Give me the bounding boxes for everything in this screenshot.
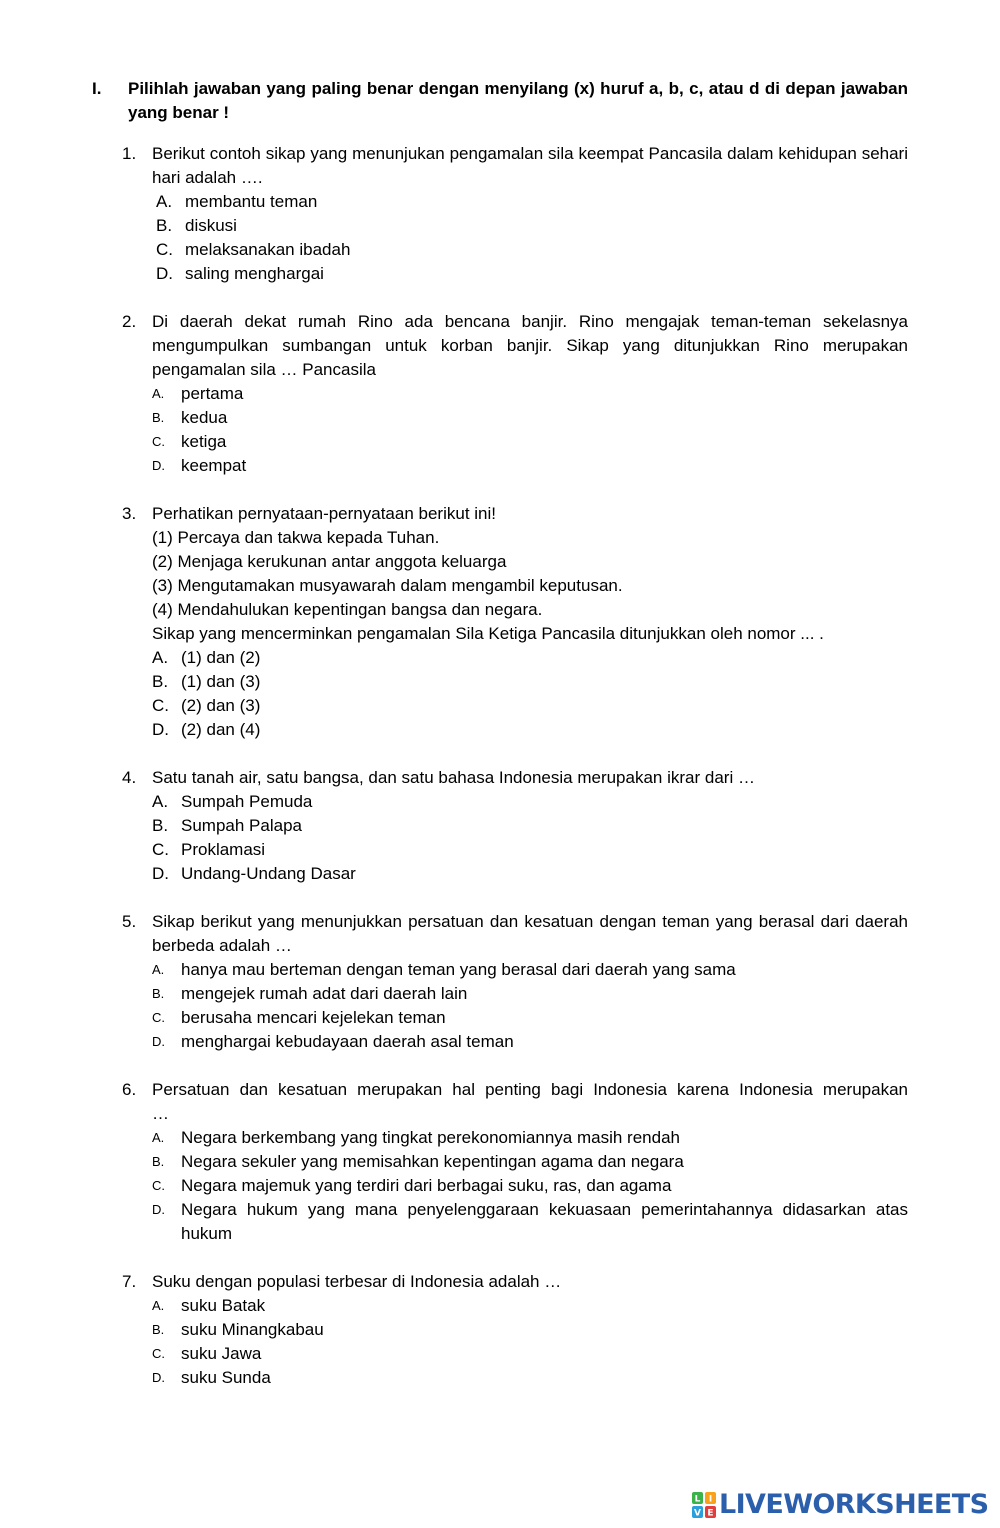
question-text-continued: … xyxy=(152,1104,169,1123)
option-d[interactable] xyxy=(122,1030,908,1054)
option-letter: D. xyxy=(152,1034,165,1049)
option-letter: A. xyxy=(152,648,169,667)
option-b[interactable] xyxy=(122,670,908,694)
statement-3: (3) Mengutamakan musyawarah dalam mengambil keputusan. xyxy=(152,576,623,595)
option-letter: C. xyxy=(152,1178,165,1193)
option-b[interactable] xyxy=(122,214,908,238)
option-letter: D. xyxy=(152,1202,165,1217)
option-letter: C. xyxy=(152,434,165,449)
option-letter: C. xyxy=(152,696,169,715)
option-letter: B. xyxy=(152,410,165,425)
question-2 xyxy=(122,310,908,478)
option-text: melaksanakan ibadah xyxy=(185,240,351,259)
option-list xyxy=(122,790,908,886)
option-letter: D. xyxy=(152,720,169,739)
question-number: 7. xyxy=(122,1272,137,1291)
option-letter: B. xyxy=(152,816,169,835)
option-text: saling menghargai xyxy=(185,264,324,283)
statement-4: (4) Mendahulukan kepentingan bangsa dan negara. xyxy=(152,600,543,619)
option-letter: C. xyxy=(156,240,173,259)
statement-2: (2) Menjaga kerukunan antar anggota keluarga xyxy=(152,552,507,571)
option-a[interactable] xyxy=(122,790,908,814)
question-text: Perhatikan pernyataan-pernyataan berikut ini! xyxy=(152,504,496,523)
option-a[interactable] xyxy=(122,958,908,982)
option-c[interactable] xyxy=(122,1174,908,1198)
option-letter: D. xyxy=(152,1370,165,1385)
statement-1: (1) Percaya dan takwa kepada Tuhan. xyxy=(152,528,440,547)
option-letter: C. xyxy=(152,1010,165,1025)
option-text: (1) dan (3) xyxy=(181,672,261,691)
option-letter: B. xyxy=(156,216,173,235)
question-number: 4. xyxy=(122,768,137,787)
option-a[interactable] xyxy=(122,1126,908,1150)
question-text: Berikut contoh sikap yang menunjukan pengamalan sila keempat Pancasila dalam kehidupan sehari hari adalah …. xyxy=(152,144,908,187)
question-number: 3. xyxy=(122,504,137,523)
section-heading xyxy=(92,77,908,125)
option-b[interactable] xyxy=(122,982,908,1006)
question-text: Sikap berikut yang menunjukkan persatuan dan kesatuan dengan teman yang berasal dari daerah berbeda adalah … xyxy=(152,912,908,955)
question-3 xyxy=(122,502,908,742)
option-text: keempat xyxy=(181,456,247,475)
option-letter: C. xyxy=(152,840,169,859)
question-number: 5. xyxy=(122,912,137,931)
option-text: Negara berkembang yang tingkat perekonomiannya masih rendah xyxy=(181,1128,680,1147)
question-text: Persatuan dan kesatuan merupakan hal penting bagi Indonesia karena Indonesia merupakan xyxy=(152,1080,908,1099)
option-a[interactable] xyxy=(122,646,908,670)
option-letter: A. xyxy=(152,386,165,401)
option-b[interactable] xyxy=(122,814,908,838)
option-c[interactable] xyxy=(122,430,908,454)
question-number: 1. xyxy=(122,144,137,163)
option-text: Negara hukum yang mana penyelenggaraan kekuasaan pemerintahannya didasarkan atas hukum xyxy=(181,1200,908,1243)
option-d[interactable] xyxy=(122,862,908,886)
option-text: suku Batak xyxy=(181,1296,266,1315)
option-letter: A. xyxy=(152,962,165,977)
option-text: Sumpah Palapa xyxy=(181,816,302,835)
logo-tile-letter-v: V xyxy=(694,1508,701,1518)
logo-tile-letter-i: I xyxy=(708,1494,713,1505)
option-c[interactable] xyxy=(122,1006,908,1030)
option-a[interactable] xyxy=(122,382,908,406)
option-b[interactable] xyxy=(122,1150,908,1174)
section-number: I. xyxy=(92,79,102,98)
question-6 xyxy=(122,1078,908,1246)
logo-tile-letter-e: E xyxy=(707,1508,714,1518)
option-text: berusaha mencari kejelekan teman xyxy=(181,1008,446,1027)
option-text: Undang-Undang Dasar xyxy=(181,864,356,883)
option-text: (2) dan (4) xyxy=(181,720,261,739)
question-prompt: Sikap yang mencerminkan pengamalan Sila Ketiga Pancasila ditunjukkan oleh nomor ... . xyxy=(152,624,824,643)
option-letter: A. xyxy=(156,192,173,211)
option-b[interactable] xyxy=(122,406,908,430)
option-text: diskusi xyxy=(185,216,237,235)
question-5 xyxy=(122,910,908,1054)
option-letter: B. xyxy=(152,672,169,691)
option-list xyxy=(122,190,908,286)
option-text: pertama xyxy=(181,384,244,403)
option-text: menghargai kebudayaan daerah asal teman xyxy=(181,1032,514,1051)
question-4 xyxy=(122,766,908,886)
option-c[interactable] xyxy=(122,1342,908,1366)
option-b[interactable] xyxy=(122,1318,908,1342)
question-7 xyxy=(122,1270,908,1390)
question-number: 6. xyxy=(122,1080,137,1099)
liveworksheets-logo[interactable] xyxy=(692,1489,992,1521)
option-d[interactable] xyxy=(122,1198,908,1246)
option-letter: A. xyxy=(152,1130,165,1145)
option-list xyxy=(122,1126,908,1246)
option-d[interactable] xyxy=(122,262,908,286)
option-c[interactable] xyxy=(122,838,908,862)
option-c[interactable] xyxy=(122,238,908,262)
option-list xyxy=(122,958,908,1054)
option-d[interactable] xyxy=(122,718,908,742)
option-letter: D. xyxy=(152,864,169,883)
option-text: (1) dan (2) xyxy=(181,648,261,667)
option-c[interactable] xyxy=(122,694,908,718)
question-1 xyxy=(122,142,908,286)
option-letter: C. xyxy=(152,1346,165,1361)
option-text: Sumpah Pemuda xyxy=(181,792,313,811)
option-text: membantu teman xyxy=(185,192,318,211)
question-text: Satu tanah air, satu bangsa, dan satu bahasa Indonesia merupakan ikrar dari … xyxy=(152,768,755,787)
question-text: Suku dengan populasi terbesar di Indonesia adalah … xyxy=(152,1272,562,1291)
option-list xyxy=(122,1294,908,1390)
logo-tile-letter-l: L xyxy=(694,1494,701,1505)
liveworksheets-logo-icon xyxy=(692,1492,716,1518)
section-instruction: Pilihlah jawaban yang paling benar dengan menyilang (x) huruf a, b, c, atau d di depan jawaban yang benar ! xyxy=(128,79,908,122)
option-a[interactable] xyxy=(122,190,908,214)
option-letter: B. xyxy=(152,1322,165,1337)
option-text: Proklamasi xyxy=(181,840,266,859)
option-letter: A. xyxy=(152,792,169,811)
option-list xyxy=(122,382,908,478)
question-list xyxy=(122,142,908,1414)
option-text: Negara sekuler yang memisahkan kepentingan agama dan negara xyxy=(181,1152,684,1171)
option-letter: D. xyxy=(156,264,173,283)
option-text: kedua xyxy=(181,408,228,427)
option-text: hanya mau berteman dengan teman yang berasal dari daerah yang sama xyxy=(181,960,736,979)
option-letter: D. xyxy=(152,458,165,473)
option-text: mengejek rumah adat dari daerah lain xyxy=(181,984,468,1003)
option-d[interactable] xyxy=(122,454,908,478)
option-a[interactable] xyxy=(122,1294,908,1318)
option-text: suku Sunda xyxy=(181,1368,271,1387)
option-list xyxy=(122,646,908,742)
option-text: suku Jawa xyxy=(181,1344,262,1363)
option-d[interactable] xyxy=(122,1366,908,1390)
question-text: Di daerah dekat rumah Rino ada bencana banjir. Rino mengajak teman-teman sekelasnya mengumpulkan sumbangan untuk korban banjir. Sikap yang ditunjukkan Rino merupakan pengamalan sila … Pancasila xyxy=(152,312,908,379)
logo-text: LIVEWORKSHEETS xyxy=(719,1489,989,1520)
option-text: suku Minangkabau xyxy=(181,1320,324,1339)
option-letter: B. xyxy=(152,986,165,1001)
option-text: ketiga xyxy=(181,432,227,451)
option-letter: B. xyxy=(152,1154,165,1169)
option-letter: A. xyxy=(152,1298,165,1313)
option-text: (2) dan (3) xyxy=(181,696,261,715)
option-text: Negara majemuk yang terdiri dari berbagai suku, ras, dan agama xyxy=(181,1176,672,1195)
question-number: 2. xyxy=(122,312,137,331)
